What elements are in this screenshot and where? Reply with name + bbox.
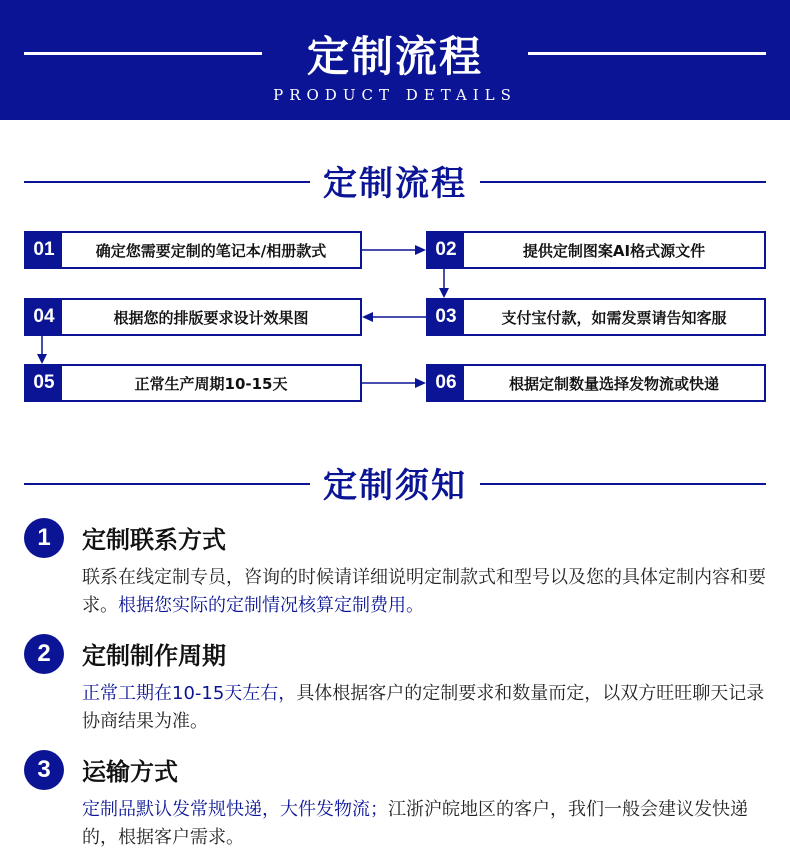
notes-heading-title: 定制须知 (323, 466, 467, 506)
step-text: 根据定制数量选择发物流或快递 (508, 374, 719, 393)
banner-subtitle: PRODUCT DETAILS (273, 86, 517, 104)
step-text: 提供定制图案AI格式源文件 (522, 241, 706, 260)
notice-item-contact (24, 518, 766, 618)
notice-body-text: 具体根据客户的定制要求和数量而定，以双方旺旺聊天记录协商结果为准。 (82, 683, 765, 732)
notice-body-highlight: 定制品默认发常规快递，大件发物流； (82, 799, 388, 820)
notice-body (82, 680, 772, 736)
header-banner (0, 0, 790, 120)
step-number: 05 (26, 366, 62, 400)
notice-title: 运输方式 (82, 758, 178, 786)
banner-title: 定制流程 (306, 32, 483, 81)
step-number: 03 (428, 300, 464, 334)
step-text: 支付宝付款，如需发票请告知客服 (501, 308, 727, 327)
number-badge: 3 (24, 750, 64, 790)
process-heading-title: 定制流程 (323, 164, 467, 204)
step-text: 确定您需要定制的笔记本/相册款式 (95, 241, 327, 260)
notice-body (82, 796, 772, 852)
notice-body-highlight: 根据您实际的定制情况核算定制费用。 (118, 595, 424, 616)
step-text: 根据您的排版要求设计效果图 (113, 308, 309, 327)
step-text: 正常生产周期10-15天 (134, 374, 288, 393)
process-step-01 (24, 231, 362, 269)
process-step-06 (426, 364, 766, 402)
notice-item-shipping (24, 750, 766, 850)
notice-body-text: 联系在线定制专员，咨询的时候请详细说明定制款式和型号以及您的具体定制内容和要求。 (82, 567, 766, 616)
notice-title: 定制制作周期 (82, 642, 226, 670)
process-heading (0, 156, 790, 206)
notice-body (82, 564, 772, 620)
process-step-02 (426, 231, 766, 269)
number-badge: 1 (24, 518, 64, 558)
step-number: 02 (428, 233, 464, 267)
step-number: 06 (428, 366, 464, 400)
number-badge: 2 (24, 634, 64, 674)
step-number: 01 (26, 233, 62, 267)
step-number: 04 (26, 300, 62, 334)
notice-title: 定制联系方式 (82, 526, 226, 554)
process-step-05 (24, 364, 362, 402)
notice-item-production-cycle (24, 634, 766, 734)
notice-body-text: 江浙沪皖地区的客户，我们一般会建议发快递的，根据客户需求。 (82, 799, 748, 848)
process-step-03 (426, 298, 766, 336)
notes-heading (0, 458, 790, 508)
notice-body-highlight: 正常工期在10-15天左右， (82, 683, 297, 704)
process-step-04 (24, 298, 362, 336)
